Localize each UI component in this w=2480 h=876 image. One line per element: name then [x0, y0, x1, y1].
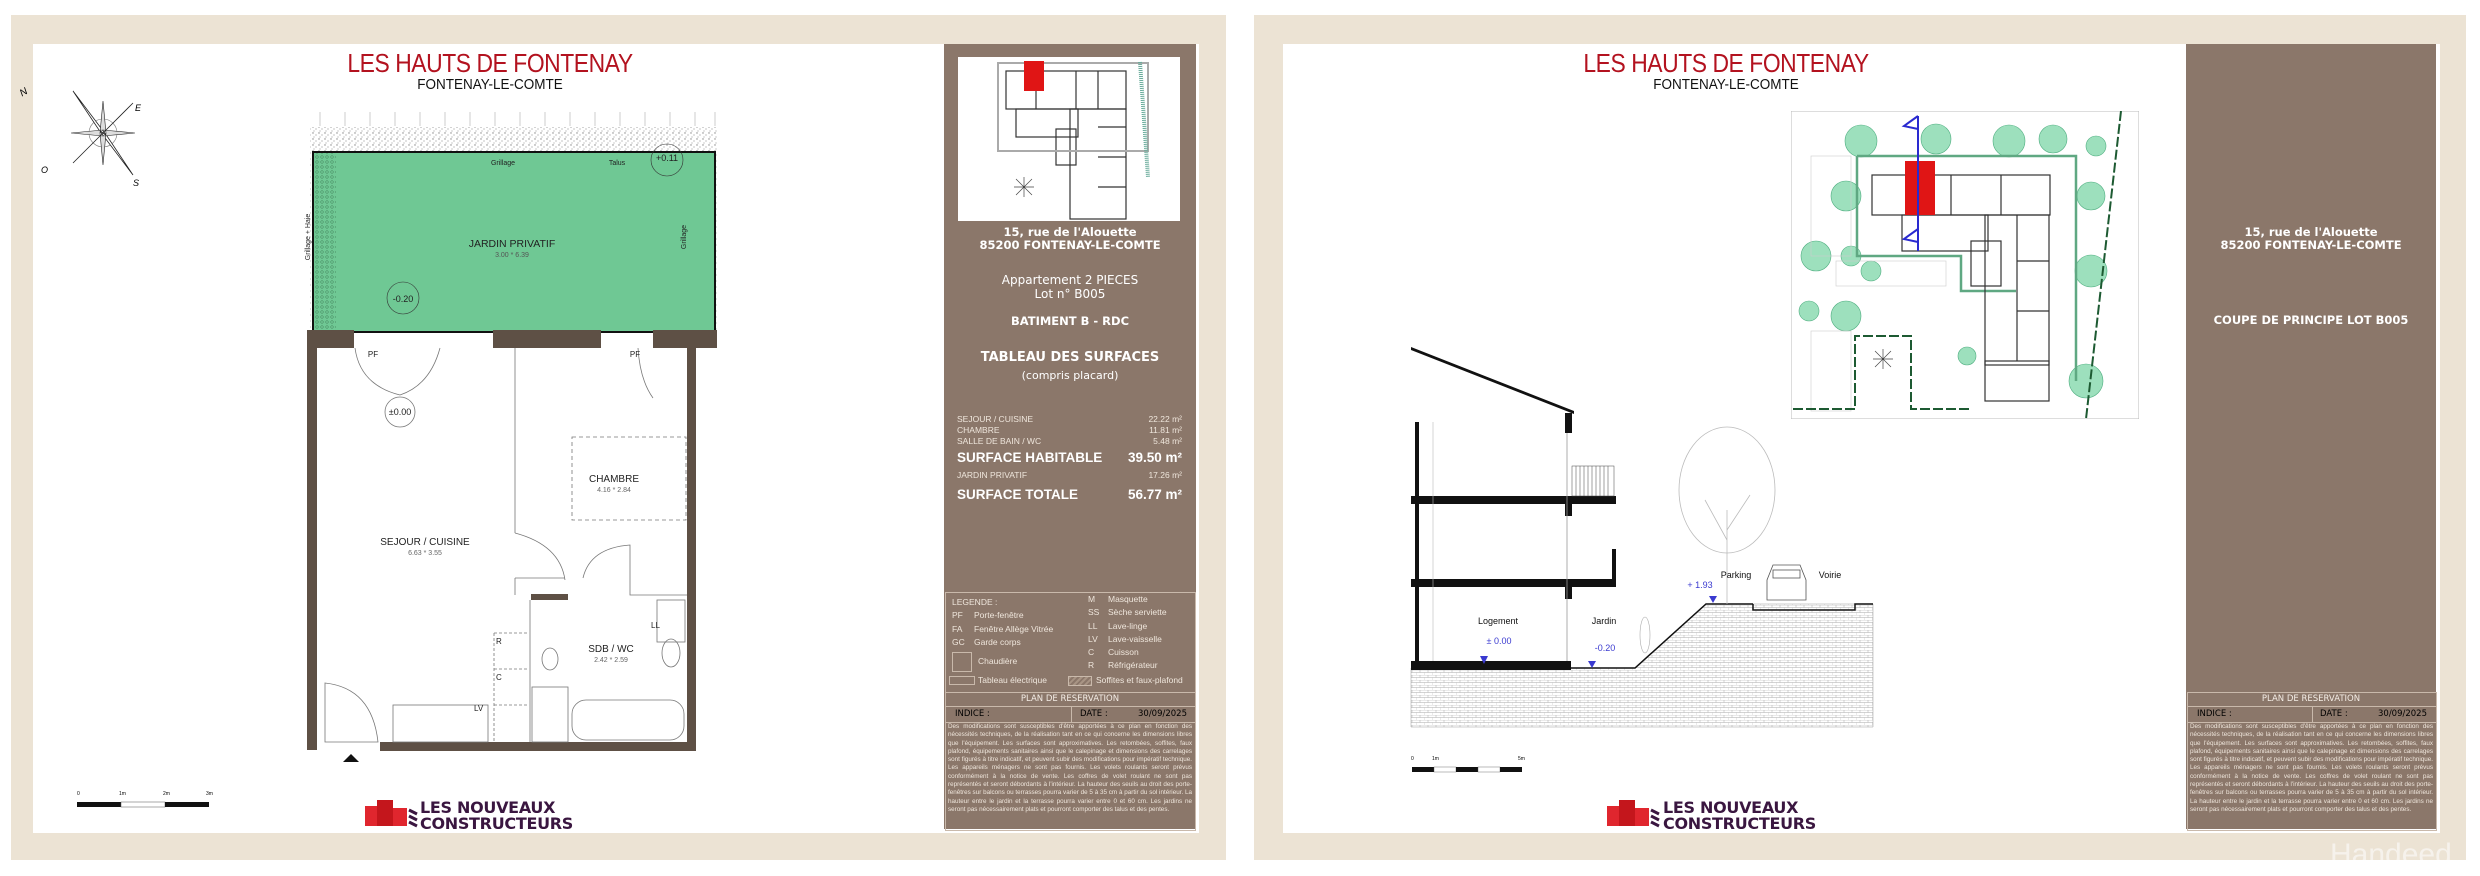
project-title-2: LES HAUTS DE FONTENAY [1583, 48, 1869, 78]
project-city: FONTENAY-LE-COMTE [417, 76, 563, 93]
surface-total: SURFACE TOTALE 56.77 m² [957, 487, 1182, 502]
electrical-panel-icon [949, 676, 975, 685]
disclaimer-2: Des modifications sont susceptibles d'être apportées à ce plan en fonction des nécessités techniques, de la réalisation tant en ce qui concerne les dimensions libres que l'équipement. Les surfaces sont approximatives. Les retombées, soffites, faux plafond, équipements sanitaires ainsi que le calepinage et dimensions des carrelages sont figurés à titre indicatif, et peuvent subir des modifications pour impératif technique. Les appareils ménagers ne sont pas fournis. Les volets roulants seront prévus conformément à la notice de vente. Les coffres de volet roulant ne sont pas représentés et seront débordants à l'intérieur. La hauteur des seuils au droit des porte-fenêtres sur balcons ou terrasses pourra varier de 5 à 35 cm à partir du sol intérieur. La hauteur entre le jardin et la terrasse pourra varier entre 0 et 60 cm. Les jardins ne seront pas nécessairement plats et pourront comporter des talus et des pentes. [2190, 723, 2433, 813]
svg-text:-0.20: -0.20 [392, 294, 414, 304]
room-label-sejour: SEJOUR / CUISINE [380, 537, 470, 548]
date-value: 30/09/2025 [1138, 709, 1187, 719]
surfaces-subtitle: (compris placard) [1021, 369, 1119, 382]
svg-text:+0.11: +0.11 [655, 153, 679, 163]
svg-text:Talus: Talus [608, 160, 626, 167]
svg-text:E: E [135, 103, 142, 113]
label-parking: Parking [1720, 570, 1752, 580]
scale-bar-2 [1411, 756, 1525, 772]
svg-text:N: N [17, 86, 30, 100]
level-inside: ±0.00 [388, 407, 412, 417]
surface-row: SALLE DE BAIN / WC 5.48 m² [957, 436, 1182, 446]
car-icon [1767, 565, 1806, 600]
address-2: 15, rue de l'Alouette 85200 FONTENAY-LE-COMTE [2220, 225, 2402, 252]
svg-text:0: 0 [1411, 756, 1414, 762]
room-label-chambre: CHAMBRE [588, 474, 640, 485]
lot-number: Lot n° B005 [1034, 287, 1106, 301]
svg-text:6.63 * 3.55: 6.63 * 3.55 [408, 550, 442, 557]
logo-text: LES NOUVEAUX CONSTRUCTEURS [420, 798, 574, 833]
soffit-icon [1068, 676, 1092, 686]
walls [307, 330, 717, 751]
svg-text:Grillage: Grillage [490, 160, 516, 167]
fence-posts [320, 112, 715, 126]
garden-label: JARDIN PRIVATIF [468, 238, 556, 250]
svg-text:Grillage: Grillage [681, 224, 688, 250]
scale-bar [77, 791, 213, 807]
surface-row: SEJOUR / CUISINE 22.22 m² [957, 414, 1182, 424]
svg-text:3m: 3m [206, 791, 213, 797]
logo-building-icon [365, 800, 417, 826]
shrub-icon [1640, 617, 1650, 653]
label-housing: Logement [1477, 616, 1519, 626]
room-label-sdb: SDB / WC [588, 644, 634, 655]
level-garden: -0.20 [1594, 643, 1616, 653]
svg-text:1m: 1m [119, 791, 126, 797]
project-title: LES HAUTS DE FONTENAY [347, 48, 633, 78]
lot-highlight [1024, 61, 1044, 91]
svg-text:PF: PF [629, 350, 641, 359]
surfaces-title: TABLEAU DES SURFACES [980, 350, 1160, 365]
surface-habitable: SURFACE HABITABLE 39.50 m² [957, 450, 1182, 465]
building-level: BATIMENT B - RDC [1010, 314, 1130, 328]
svg-text:R: R [496, 637, 502, 646]
drawing-title: COUPE DE PRINCIPE LOT B005 [2213, 313, 2409, 327]
svg-text:LL: LL [651, 621, 660, 630]
svg-text:C: C [496, 673, 502, 682]
svg-text:1m: 1m [1432, 756, 1439, 762]
svg-text:LV: LV [474, 704, 484, 713]
reservation-title: PLAN DE RESERVATION [1020, 694, 1120, 704]
svg-text:Grillage + Haie: Grillage + Haie [305, 213, 312, 261]
date-label: DATE : [1080, 709, 1108, 719]
garden-dims: 3.00 * 6.39 [495, 252, 529, 259]
svg-text:0: 0 [77, 791, 80, 797]
label-road: Voirie [1818, 570, 1842, 580]
boiler-icon [952, 652, 972, 672]
level-parking: + 1.93 [1687, 580, 1713, 590]
svg-text:S: S [133, 178, 140, 188]
lot-highlight-2 [1905, 161, 1935, 215]
hedge [314, 153, 336, 331]
svg-text:2m: 2m [163, 791, 170, 797]
compass-rose-icon [18, 86, 142, 188]
watermark: Handeed [2330, 838, 2452, 871]
legend-title: LEGENDE : [952, 597, 998, 607]
svg-text:4.16 * 2.84: 4.16 * 2.84 [597, 487, 631, 494]
svg-text:5m: 5m [1518, 756, 1525, 762]
label-garden: Jardin [1591, 616, 1617, 626]
building-key-plan [958, 57, 1180, 221]
surface-row: CHAMBRE 11.81 m² [957, 425, 1182, 435]
svg-text:O: O [41, 165, 49, 175]
surfaces-table [957, 414, 1182, 502]
disclaimer: Des modifications sont susceptibles d'être apportées à ce plan en fonction des nécessités techniques, de la réalisation tant en ce qui concerne les dimensions libres que l'équipement. Les surfaces sont approximatives. Les retombées, soffites, faux plafond, équipements sanitaires ainsi que le calepinage et dimensions des carrelages sont figurés à titre indicatif, et peuvent subir des modifications pour impératif technique. Les appareils ménagers ne sont pas fournis. Les volets roulants seront prévus conformément à la notice de vente. Les coffres de volet roulant ne sont pas représentés et seront débordants à l'intérieur. La hauteur des seuils au droit des porte-fenêtres sur balcons ou terrasses pourra varier de 5 à 35 cm à partir du sol intérieur. La hauteur entre le jardin et la terrasse pourra varier entre 0 et 60 cm. Les jardins ne seront pas nécessairement plats et pourront comporter des talus et des pentes. [948, 723, 1192, 813]
surface-garden: JARDIN PRIVATIF 17.26 m² [957, 470, 1182, 480]
level-housing: ± 0.00 [1486, 636, 1512, 646]
logo-text-2: LES NOUVEAUX CONSTRUCTEURS [1663, 798, 1817, 833]
logo-building-icon-2 [1607, 800, 1662, 828]
section-drawing [1400, 330, 1900, 780]
project-city-2: FONTENAY-LE-COMTE [1653, 76, 1799, 93]
index-label: INDICE : [955, 709, 990, 719]
balcony-railing [1572, 466, 1614, 496]
address: 15, rue de l'Alouette 85200 FONTENAY-LE-COMTE [979, 225, 1161, 252]
apartment-type: Appartement 2 PIECES Lot n° B005 [944, 273, 1196, 301]
entrance-arrow-icon [343, 754, 359, 762]
svg-text:PF: PF [367, 350, 379, 359]
svg-text:2.42 * 2.59: 2.42 * 2.59 [594, 657, 628, 664]
